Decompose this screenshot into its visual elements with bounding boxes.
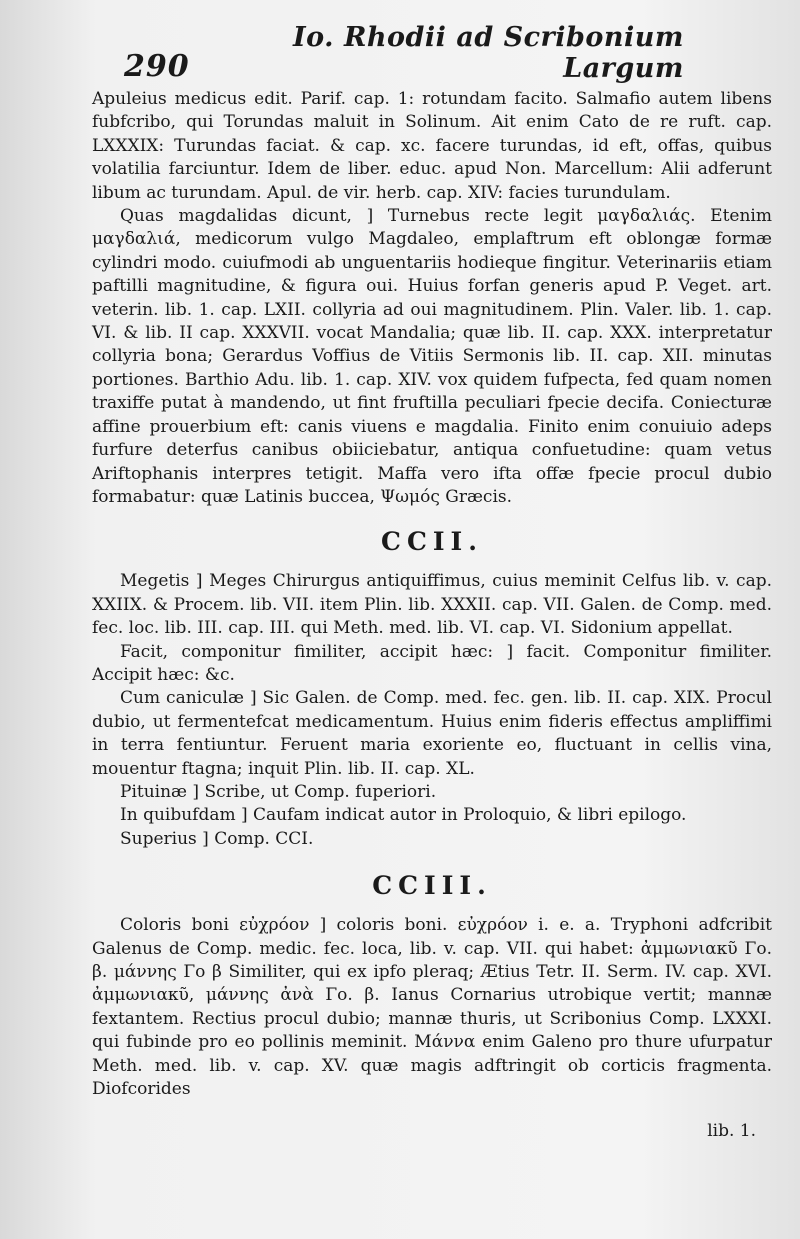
section-heading: CCII. bbox=[381, 527, 483, 557]
paragraph: Quas magdalidas dicunt, ] Turnebus recte legit μαγδαλιάς. Etenim μαγδαλιά, medicorum vulgo Magdaleo, emplaftrum eft oblongæ formæ cylindri modo. cuiufmodi ab unguentariis hodieque fingitur. Veterinariis etiam paftilli magnitudine, & figura oui. Huius forfan generis apud P. Veget. art. veterin. lib. 1. cap. LXII. collyria ad oui magnitudinem. Plin. Valer. lib. 1. cap. VI. & lib. II cap. XXXVII. vocat Mandalia; quæ lib. II. cap. XXX. interpretatur collyria bona; Gerardus Voffius de Vitiis Sermonis lib. II. cap. XII. minutas portiones. Barthio Adu. lib. 1. cap. XIV. vox quidem fufpecta, fed quam nomen traxiffe putat à mandendo, ut fint fruftilla peculiari fpecie decifa. Coniecturæ affine prouerbium eft: canis viuens e magdalia. Finito enim conuiuio adeps furfure deterfus canibus obiiciebatur, antiqua confuetudine: quam vetus Ariftophanis interpres tetigit. Maffa vero ifta offæ fpecie procul dubio formabatur: quæ Latinis buccea, Ψωμός Græcis. bbox=[92, 206, 772, 507]
running-head: Io. Rhodii ad Scribonium Largum bbox=[292, 22, 684, 84]
paragraph: Cum caniculæ ] Sic Galen. de Comp. med. fec. gen. lib. II. cap. XIX. Procul dubio, ut fermentefcat medicamentum. Huius enim fideris effectus ampliffimi in terra fentiuntur. Feruent maria exoriente eo, fluctuant in cellis vina, mouentur ftagna; inquit Plin. lib. II. cap. XL. bbox=[92, 688, 772, 779]
page-header bbox=[124, 22, 684, 84]
main-text bbox=[92, 88, 772, 1101]
paragraph: Facit, componitur fimiliter, accipit hæc: ] facit. Componitur fimiliter. Accipit hæc: &c. bbox=[92, 641, 772, 685]
paragraph: Pituinæ ] Scribe, ut Comp. fuperiori. bbox=[120, 781, 437, 802]
paragraph: In quibufdam ] Caufam indicat autor in Proloquio, & libri epilogo. bbox=[120, 805, 687, 826]
paragraph: Superius ] Comp. CCI. bbox=[120, 828, 314, 849]
page-number: 290 bbox=[124, 49, 190, 84]
paragraph: Apuleius medicus edit. Parif. cap. 1: rotundam facito. Salmafio autem libens fubfcribo, qui Torundas maluit in Solinum. Ait enim Cato de re ruft. cap. LXXXIX: Turundas faciat. & cap. xc. facere turundas, id eft, offas, quibus volatilia farciuntur. Idem de liber. educ. apud Non. Marcellum: Alii adferunt libum ac turundam. Apul. de vir. herb. cap. XIV: facies turundulam. bbox=[92, 89, 772, 203]
paragraph: Megetis ] Meges Chirurgus antiquiffimus, cuius meminit Celfus lib. v. cap. XXIIX. & Procem. lib. VII. item Plin. lib. XXXII. cap. VII. Galen. de Comp. med. fec. loc. lib. III. cap. III. qui Meth. med. lib. VI. cap. VI. Sidonium appellat. bbox=[92, 571, 772, 639]
section-heading: CCIII. bbox=[372, 871, 492, 901]
paragraph: Coloris boni εὐχρόον ] coloris boni. εὐχρόον i. e. a. Tryphoni adfcribit Galenus de Comp. medic. fec. loca, lib. v. cap. VII. qui habet: ἀμμωνιακῦ Γο. β. μάννης Γο β Similiter, qui ex ipfo pleraq; Ætius Tetr. II. Serm. IV. cap. XVI. ἀμμωνιακῦ, μάννης ἀνὰ Γο. β. Ianus Cornarius utrobique vertit; mannæ fextantem. Rectius procul dubio; mannæ thuris, ut Scribonius Comp. LXXXI. qui fubinde pro eo pollinis meminit. Μάννα enim Galeno pro thure ufurpatur Meth. med. lib. v. cap. XV. quæ magis adftringit ob corticis fragmenta. Diofcorides bbox=[92, 915, 772, 1100]
catchword: lib. 1. bbox=[707, 1121, 756, 1141]
